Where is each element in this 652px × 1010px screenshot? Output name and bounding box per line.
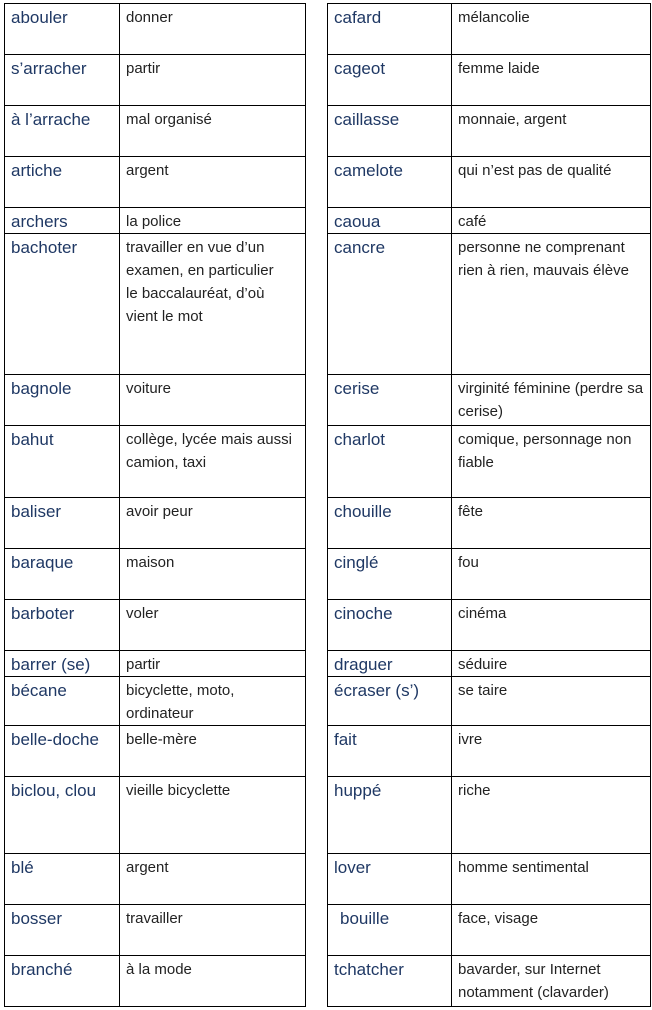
right-term: bouille (328, 905, 452, 956)
right-definition: femme laide (452, 55, 651, 106)
left-term: barrer (se) (5, 651, 120, 677)
left-definition: belle-mère (120, 726, 306, 777)
right-term: chouille (328, 498, 452, 549)
column-gap (306, 600, 328, 651)
right-term: cerise (328, 375, 452, 426)
right-definition: mélancolie (452, 4, 651, 55)
right-definition: cinéma (452, 600, 651, 651)
right-definition: café (452, 208, 651, 234)
right-term: tchatcher (328, 956, 452, 1007)
right-definition: homme sentimental (452, 854, 651, 905)
left-term: abouler (5, 4, 120, 55)
table-row (5, 956, 651, 1007)
table-row (5, 600, 651, 651)
right-term: huppé (328, 777, 452, 854)
slang-glossary-table (4, 3, 651, 1007)
left-definition: mal organisé (120, 106, 306, 157)
column-gap (306, 651, 328, 677)
left-term: à l’arrache (5, 106, 120, 157)
left-term: biclou, clou (5, 777, 120, 854)
right-definition: virginité féminine (perdre sa cerise) (452, 375, 651, 426)
left-definition: partir (120, 55, 306, 106)
right-term: cafard (328, 4, 452, 55)
left-term: branché (5, 956, 120, 1007)
left-term: bécane (5, 677, 120, 726)
right-term: cageot (328, 55, 452, 106)
column-gap (306, 498, 328, 549)
left-definition: vieille bicyclette (120, 777, 306, 854)
left-definition: donner (120, 4, 306, 55)
right-term: caillasse (328, 106, 452, 157)
right-term: cinoche (328, 600, 452, 651)
right-definition: se taire (452, 677, 651, 726)
table-row (5, 157, 651, 208)
column-gap (306, 375, 328, 426)
left-term: belle-doche (5, 726, 120, 777)
glossary-body (5, 4, 651, 1007)
left-definition: à la mode (120, 956, 306, 1007)
table-row (5, 777, 651, 854)
column-gap (306, 956, 328, 1007)
left-term: bahut (5, 426, 120, 498)
left-term: baraque (5, 549, 120, 600)
right-term: charlot (328, 426, 452, 498)
right-term: écraser (s’) (328, 677, 452, 726)
right-definition: comique, personnage non fiable (452, 426, 651, 498)
right-term: caoua (328, 208, 452, 234)
column-gap (306, 549, 328, 600)
right-term: cinglé (328, 549, 452, 600)
left-term: bachoter (5, 234, 120, 375)
column-gap (306, 55, 328, 106)
table-row (5, 854, 651, 905)
left-definition: collège, lycée mais aussi camion, taxi (120, 426, 306, 498)
column-gap (306, 106, 328, 157)
right-definition: face, visage (452, 905, 651, 956)
table-row (5, 726, 651, 777)
table-row (5, 426, 651, 498)
left-definition: travailler en vue d’un examen, en particulier le baccalauréat, d’où vient le mot (120, 234, 306, 375)
left-definition: avoir peur (120, 498, 306, 549)
right-definition: ivre (452, 726, 651, 777)
right-definition: séduire (452, 651, 651, 677)
left-term: archers (5, 208, 120, 234)
left-definition: voiture (120, 375, 306, 426)
left-definition: argent (120, 157, 306, 208)
column-gap (306, 726, 328, 777)
right-definition: fête (452, 498, 651, 549)
table-row (5, 549, 651, 600)
left-definition: maison (120, 549, 306, 600)
left-definition: argent (120, 854, 306, 905)
table-row (5, 905, 651, 956)
left-term: bagnole (5, 375, 120, 426)
column-gap (306, 905, 328, 956)
right-term: camelote (328, 157, 452, 208)
column-gap (306, 854, 328, 905)
right-term: fait (328, 726, 452, 777)
table-row (5, 208, 651, 234)
table-row (5, 234, 651, 375)
left-definition: la police (120, 208, 306, 234)
left-term: barboter (5, 600, 120, 651)
right-definition: qui n’est pas de qualité (452, 157, 651, 208)
table-row (5, 4, 651, 55)
glossary-sheet (4, 3, 651, 1007)
left-definition: bicyclette, moto, ordinateur (120, 677, 306, 726)
column-gap (306, 4, 328, 55)
right-term: draguer (328, 651, 452, 677)
right-term: cancre (328, 234, 452, 375)
left-term: artiche (5, 157, 120, 208)
right-definition: fou (452, 549, 651, 600)
column-gap (306, 426, 328, 498)
right-definition: riche (452, 777, 651, 854)
table-row (5, 375, 651, 426)
table-row (5, 498, 651, 549)
column-gap (306, 234, 328, 375)
column-gap (306, 208, 328, 234)
right-term: lover (328, 854, 452, 905)
left-term: bosser (5, 905, 120, 956)
right-definition: monnaie, argent (452, 106, 651, 157)
column-gap (306, 677, 328, 726)
table-row (5, 677, 651, 726)
table-row (5, 106, 651, 157)
left-definition: travailler (120, 905, 306, 956)
right-definition: bavarder, sur Internet notamment (clavarder) (452, 956, 651, 1007)
column-gap (306, 157, 328, 208)
left-definition: voler (120, 600, 306, 651)
table-row (5, 651, 651, 677)
table-row (5, 55, 651, 106)
column-gap (306, 777, 328, 854)
left-definition: partir (120, 651, 306, 677)
left-term: baliser (5, 498, 120, 549)
left-term: blé (5, 854, 120, 905)
left-term: s’arracher (5, 55, 120, 106)
right-definition: personne ne comprenant rien à rien, mauvais élève (452, 234, 651, 375)
